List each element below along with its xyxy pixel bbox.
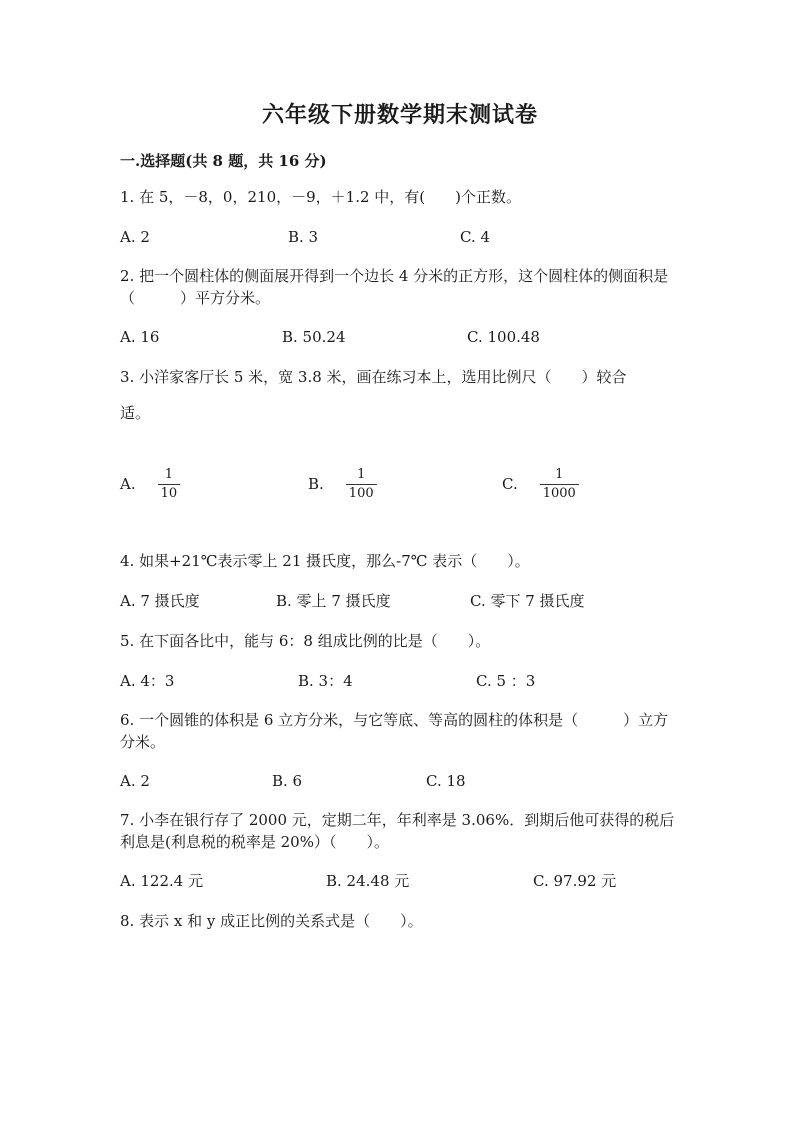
- fraction-numerator: 1: [555, 466, 564, 482]
- question-3-options: [120, 464, 680, 504]
- question-4-option-b: B. 零上 7 摄氏度: [276, 592, 391, 610]
- fraction-bar: [158, 484, 181, 485]
- option-letter: B.: [308, 475, 324, 493]
- question-7-options: [120, 870, 680, 892]
- question-2-option-c: C. 100.48: [467, 328, 540, 346]
- question-5-option-b: B. 3：4: [298, 672, 353, 690]
- question-3-option-b: [308, 464, 377, 504]
- fraction-denominator: 10: [160, 485, 178, 501]
- question-7-option-a: A. 122.4 元: [120, 872, 204, 890]
- question-2-options: [120, 326, 680, 348]
- fraction: [346, 467, 377, 502]
- question-7-option-c: C. 97.92 元: [533, 872, 617, 890]
- question-6-options: [120, 770, 680, 792]
- question-4-options: [120, 590, 680, 612]
- question-4-option-a: A. 7 摄氏度: [120, 592, 200, 610]
- question-1: 1. 在 5，－8，0，210，－9，＋1.2 中，有( )个正数。: [120, 188, 521, 206]
- question-3-line-1: 3. 小洋家客厅长 5 米，宽 3.8 米，画在练习本上，选用比例尺（ ）较合: [120, 368, 627, 386]
- question-4-option-c: C. 零下 7 摄氏度: [470, 592, 585, 610]
- question-4: 4. 如果+21℃表示零上 21 摄氏度，那么-7℃ 表示（ ）。: [120, 552, 530, 570]
- question-3-option-a: [120, 464, 180, 504]
- fraction: [158, 467, 181, 502]
- question-2: 2. 把一个圆柱体的侧面展开得到一个边长 4 分米的正方形，这个圆柱体的侧面积是（ ）平方分米。: [120, 267, 669, 307]
- question-1-option-c: C. 4: [460, 228, 491, 246]
- question-6-option-a: A. 2: [120, 772, 150, 790]
- fraction-numerator: 1: [164, 466, 174, 482]
- page-title: 六年级下册数学期末测试卷: [261, 102, 538, 128]
- question-5-option-a: A. 4：3: [120, 672, 175, 690]
- question-3-line-2: 适。: [120, 404, 151, 422]
- question-6-option-b: B. 6: [272, 772, 303, 790]
- section-heading: 一.选择题(共 8 题，共 16 分): [120, 152, 327, 170]
- fraction-numerator: 1: [357, 466, 366, 482]
- question-1-option-a: A. 2: [120, 228, 150, 246]
- option-letter: A.: [120, 475, 136, 493]
- question-5-option-c: C. 5 ：3: [476, 672, 536, 690]
- question-1-options: [120, 226, 680, 248]
- fraction: [540, 467, 579, 502]
- question-6-option-c: C. 18: [426, 772, 466, 790]
- question-3-option-c: [502, 464, 579, 504]
- fraction-denominator: 1000: [542, 485, 576, 501]
- question-5: 5. 在下面各比中，能与 6：8 组成比例的比是（ ）。: [120, 632, 491, 650]
- fraction-bar: [346, 484, 377, 485]
- question-5-options: [120, 670, 680, 692]
- question-8: 8. 表示 x 和 y 成正比例的关系式是（ ）。: [120, 912, 423, 930]
- option-letter: C.: [502, 475, 518, 493]
- question-2-option-a: A. 16: [120, 328, 160, 346]
- question-2-option-b: B. 50.24: [282, 328, 346, 346]
- question-7: 7. 小李在银行存了 2000 元，定期二年，年利率是 3.06%．到期后他可获得的税后利息是(利息税的税率是 20%）（ ）。: [120, 811, 675, 851]
- question-6: 6. 一个圆锥的体积是 6 立方分米，与它等底、等高的圆柱的体积是（ ）立方分米。: [120, 711, 669, 751]
- fraction-bar: [540, 484, 579, 485]
- question-7-option-b: B. 24.48 元: [326, 872, 410, 890]
- fraction-denominator: 100: [348, 485, 374, 501]
- question-1-option-b: B. 3: [288, 228, 319, 246]
